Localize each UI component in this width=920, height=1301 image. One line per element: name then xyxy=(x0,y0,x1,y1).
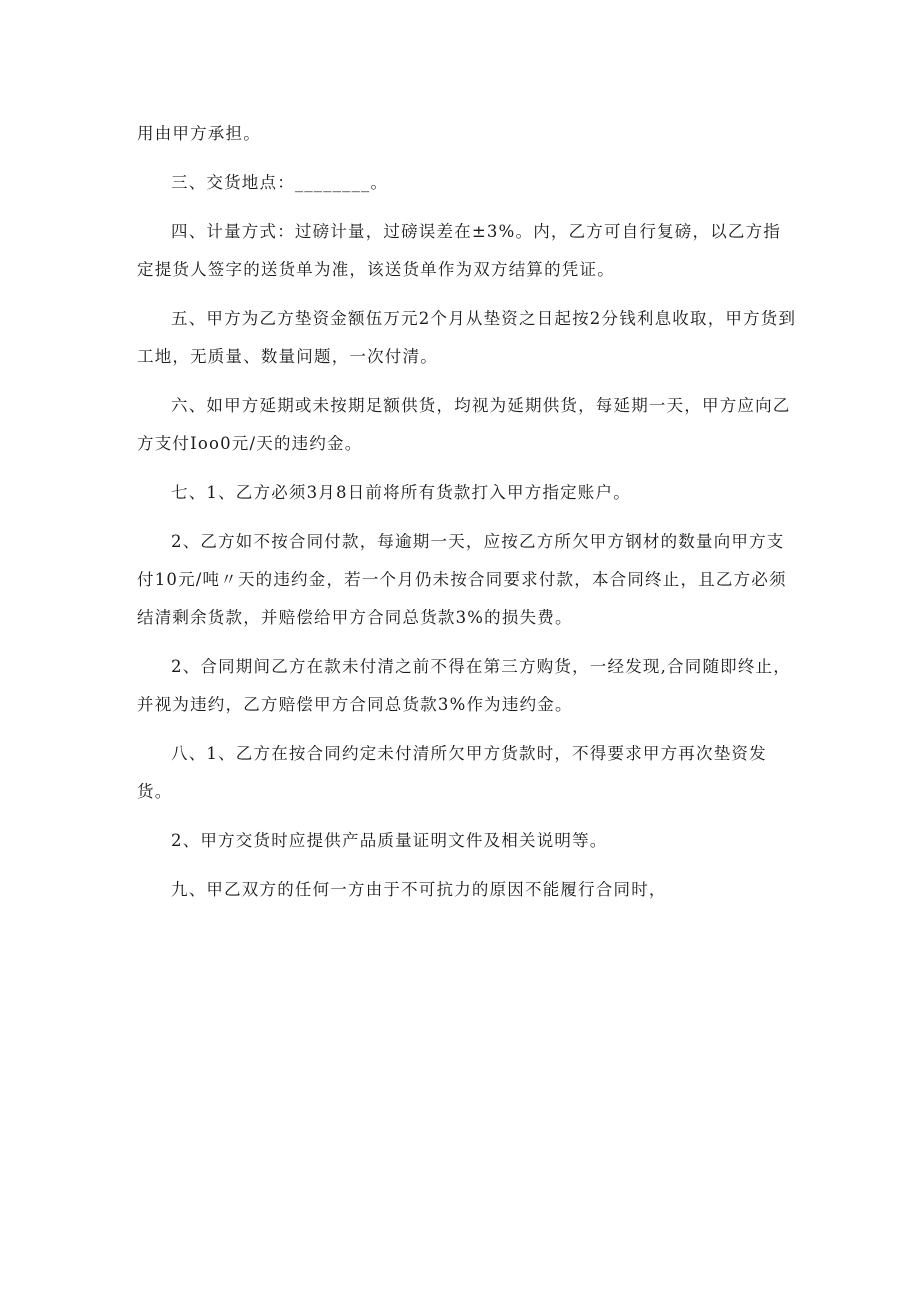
paragraph-force-majeure: 九、甲乙双方的任何一方由于不可抗力的原因不能履行合同时， xyxy=(171,880,667,899)
paragraph-continuation: 用由甲方承担。 xyxy=(137,124,261,143)
paragraph-advance-funding: 五、甲方为乙方垫资金额伍万元2个月从垫资之日起按2分钱利息收取，甲方货到工地，无质量、数量问题，一次付清。 xyxy=(137,309,797,366)
paragraph-late-payment: 2、乙方如不按合同付款，每逾期一天，应按乙方所欠甲方钢材的数量向甲方支付10元/吨〃天的违约金，若一个月仍未按合同要求付款，本合同终止，且乙方必须结清剩余货款，并赔偿给甲方合同总货款3%的损失费。 xyxy=(137,532,787,627)
paragraph-measurement-method: 四、计量方式：过磅计量，过磅误差在±3%。内，乙方可自行复磅，以乙方指定提货人签字的送货单为准，该送货单作为双方结算的凭证。 xyxy=(137,222,782,279)
paragraph-delivery-delay: 六、如甲方延期或未按期足额供货，均视为延期供货，每延期一天，甲方应向乙方支付Ioo0元/天的违约金。 xyxy=(137,396,791,453)
paragraph-quality-certificate: 2、甲方交货时应提供产品质量证明文件及相关说明等。 xyxy=(171,831,608,850)
paragraph-payment-deadline: 七、1、乙方必须3月8日前将所有货款打入甲方指定账户。 xyxy=(171,483,631,502)
contract-text-body xyxy=(137,115,797,909)
paragraph-no-further-advance: 八、1、乙方在按合同约定未付清所欠甲方货款时，不得要求甲方再次垫资发货。 xyxy=(137,744,767,801)
paragraph-delivery-location: 三、交货地点：________。 xyxy=(171,173,389,192)
paragraph-third-party-purchase: 2、合同期间乙方在款未付清之前不得在第三方购货，一经发现,合同随即终止，并视为违约，乙方赔偿甲方合同总货款3%作为违约金。 xyxy=(137,657,791,714)
